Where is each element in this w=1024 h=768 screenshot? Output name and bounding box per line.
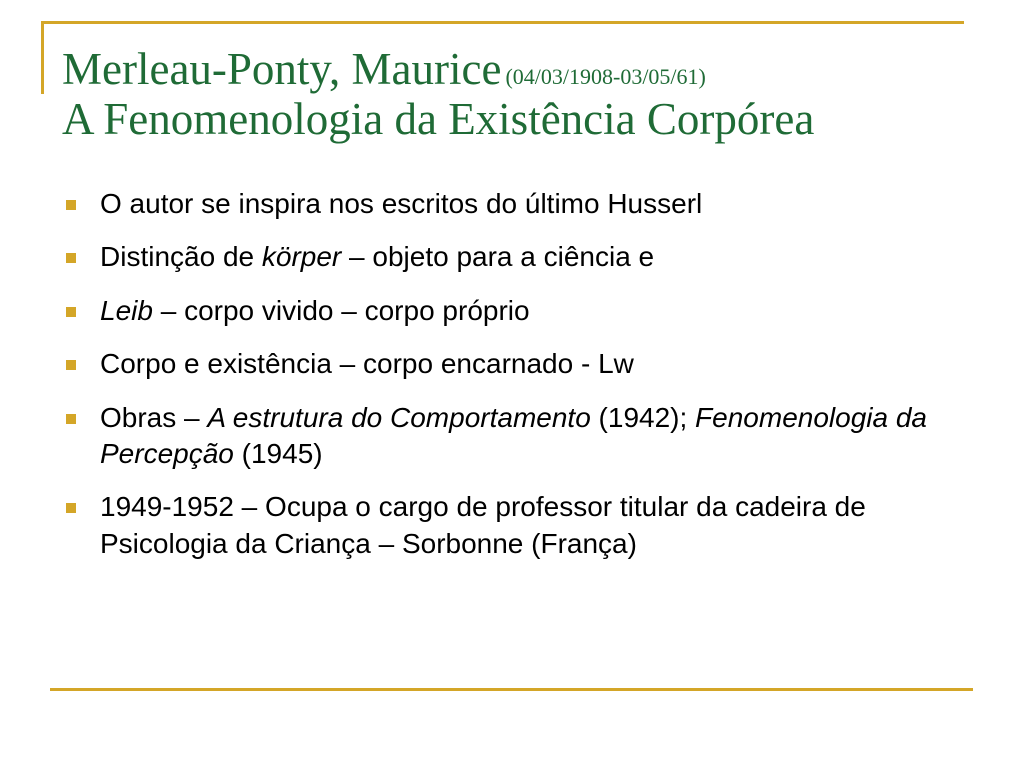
bullet-item bbox=[62, 239, 962, 275]
bullet-text-post: – objeto para a ciência e bbox=[341, 241, 655, 273]
bullet-text: 1949-1952 – Ocupa o cargo de professor titular da cadeira de Psicologia da Criança – Sorbonne (França) bbox=[100, 491, 866, 559]
bullet-text-pre: Distinção de bbox=[100, 241, 262, 273]
bullet-text: O autor se inspira nos escritos do último Husserl bbox=[100, 188, 703, 219]
square-bullet-icon bbox=[66, 307, 76, 317]
slide-title bbox=[62, 44, 1002, 145]
bullet-item bbox=[62, 346, 962, 382]
bullet-text-italic: A estrutura do Comportamento bbox=[207, 401, 591, 433]
bullet-text-italic: Leib bbox=[100, 294, 153, 326]
bullet-item bbox=[62, 400, 962, 473]
bullet-list bbox=[62, 186, 962, 579]
bullet-text-italic: Fenomenologia da Percepção bbox=[100, 401, 927, 469]
bullet-text-post: (1945) bbox=[233, 437, 323, 469]
square-bullet-icon bbox=[66, 200, 76, 210]
bullet-text-italic: körper bbox=[261, 241, 342, 273]
bullet-text-mid: (1942); bbox=[590, 401, 696, 433]
square-bullet-icon bbox=[66, 414, 76, 424]
bullet-text-post: – corpo vivido – corpo próprio bbox=[152, 294, 530, 326]
title-dates: (04/03/1908-03/05/61) bbox=[505, 64, 706, 89]
top-rule bbox=[42, 21, 964, 24]
square-bullet-icon bbox=[66, 253, 76, 263]
square-bullet-icon bbox=[66, 360, 76, 370]
bullet-text-pre: Obras – bbox=[100, 401, 208, 433]
bullet-item bbox=[62, 489, 962, 562]
title-subtitle: A Fenomenologia da Existência Corpórea bbox=[62, 94, 815, 145]
title-main: Merleau-Ponty, Maurice bbox=[62, 44, 502, 94]
bullet-item bbox=[62, 293, 962, 329]
bullet-item bbox=[62, 186, 962, 222]
bullet-text: Corpo e existência – corpo encarnado - Lw bbox=[100, 348, 634, 380]
bottom-rule bbox=[50, 688, 973, 691]
square-bullet-icon bbox=[66, 503, 76, 513]
left-rule bbox=[41, 21, 44, 94]
